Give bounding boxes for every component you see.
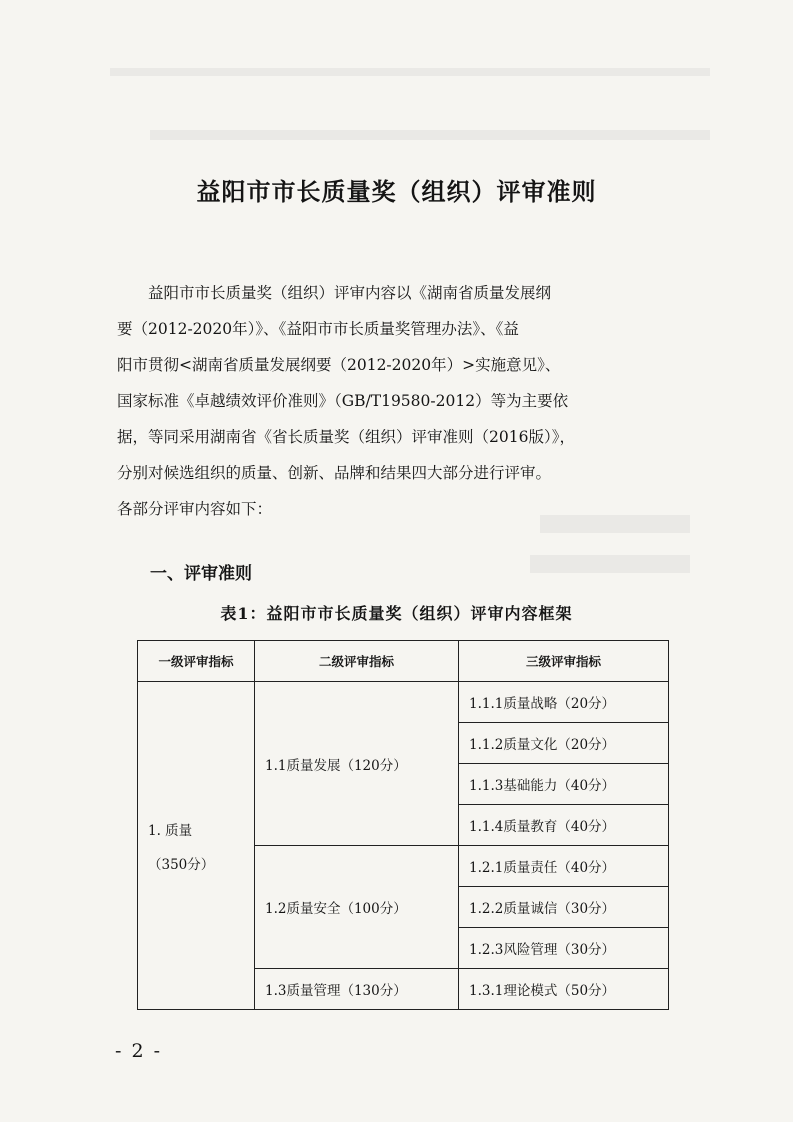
level3-cell: 1.1.3基础能力（40分） xyxy=(459,764,669,805)
header-level1: 一级评审指标 xyxy=(138,641,255,682)
level1-score: （350分） xyxy=(148,856,215,873)
level3-cell: 1.2.1质量责任（40分） xyxy=(459,846,669,887)
show-through-band-1 xyxy=(110,68,710,76)
table-header-row xyxy=(138,641,669,682)
level3-cell: 1.2.2质量诚信（30分） xyxy=(459,887,669,928)
intro-line: 各部分评审内容如下： xyxy=(117,500,273,518)
level1-cell xyxy=(138,682,255,1010)
header-level2: 二级评审指标 xyxy=(255,641,459,682)
intro-line: 要（2012-2020年）》、《益阳市市长质量奖管理办法》、《益 xyxy=(117,320,519,338)
table-caption: 表1：益阳市市长质量奖（组织）评审内容框架 xyxy=(220,604,573,623)
table-row xyxy=(138,682,669,723)
intro-line: 益阳市市长质量奖（组织）评审内容以《湖南省质量发展纲 xyxy=(148,284,552,302)
intro-line: 阳市贯彻<湖南省质量发展纲要（2012-2020年）>实施意见》、 xyxy=(117,356,561,374)
section-heading: 一、评审准则 xyxy=(150,564,252,584)
level3-cell: 1.1.2质量文化（20分） xyxy=(459,723,669,764)
intro-line: 据，等同采用湖南省《省长质量奖（组织）评审准则（2016版）》， xyxy=(117,428,575,446)
level1-name: 1. 质量 xyxy=(148,822,193,839)
intro-paragraph xyxy=(117,275,692,527)
level3-cell: 1.1.4质量教育（40分） xyxy=(459,805,669,846)
level3-cell: 1.3.1理论模式（50分） xyxy=(459,969,669,1010)
level2-cell: 1.2质量安全（100分） xyxy=(255,846,459,969)
evaluation-framework-table xyxy=(137,640,669,1010)
show-through-band-4 xyxy=(530,555,690,573)
intro-line: 国家标准《卓越绩效评价准则》（GB/T19580-2012）等为主要依 xyxy=(117,392,569,410)
level2-cell: 1.1质量发展（120分） xyxy=(255,682,459,846)
level2-cell: 1.3质量管理（130分） xyxy=(255,969,459,1010)
page-number: - 2 - xyxy=(115,1040,163,1062)
header-level3: 三级评审指标 xyxy=(459,641,669,682)
document-title: 益阳市市长质量奖（组织）评审准则 xyxy=(196,177,597,206)
intro-line: 分别对候选组织的质量、创新、品牌和结果四大部分进行评审。 xyxy=(117,464,552,482)
level3-cell: 1.2.3风险管理（30分） xyxy=(459,928,669,969)
level3-cell: 1.1.1质量战略（20分） xyxy=(459,682,669,723)
show-through-band-2 xyxy=(150,130,710,140)
